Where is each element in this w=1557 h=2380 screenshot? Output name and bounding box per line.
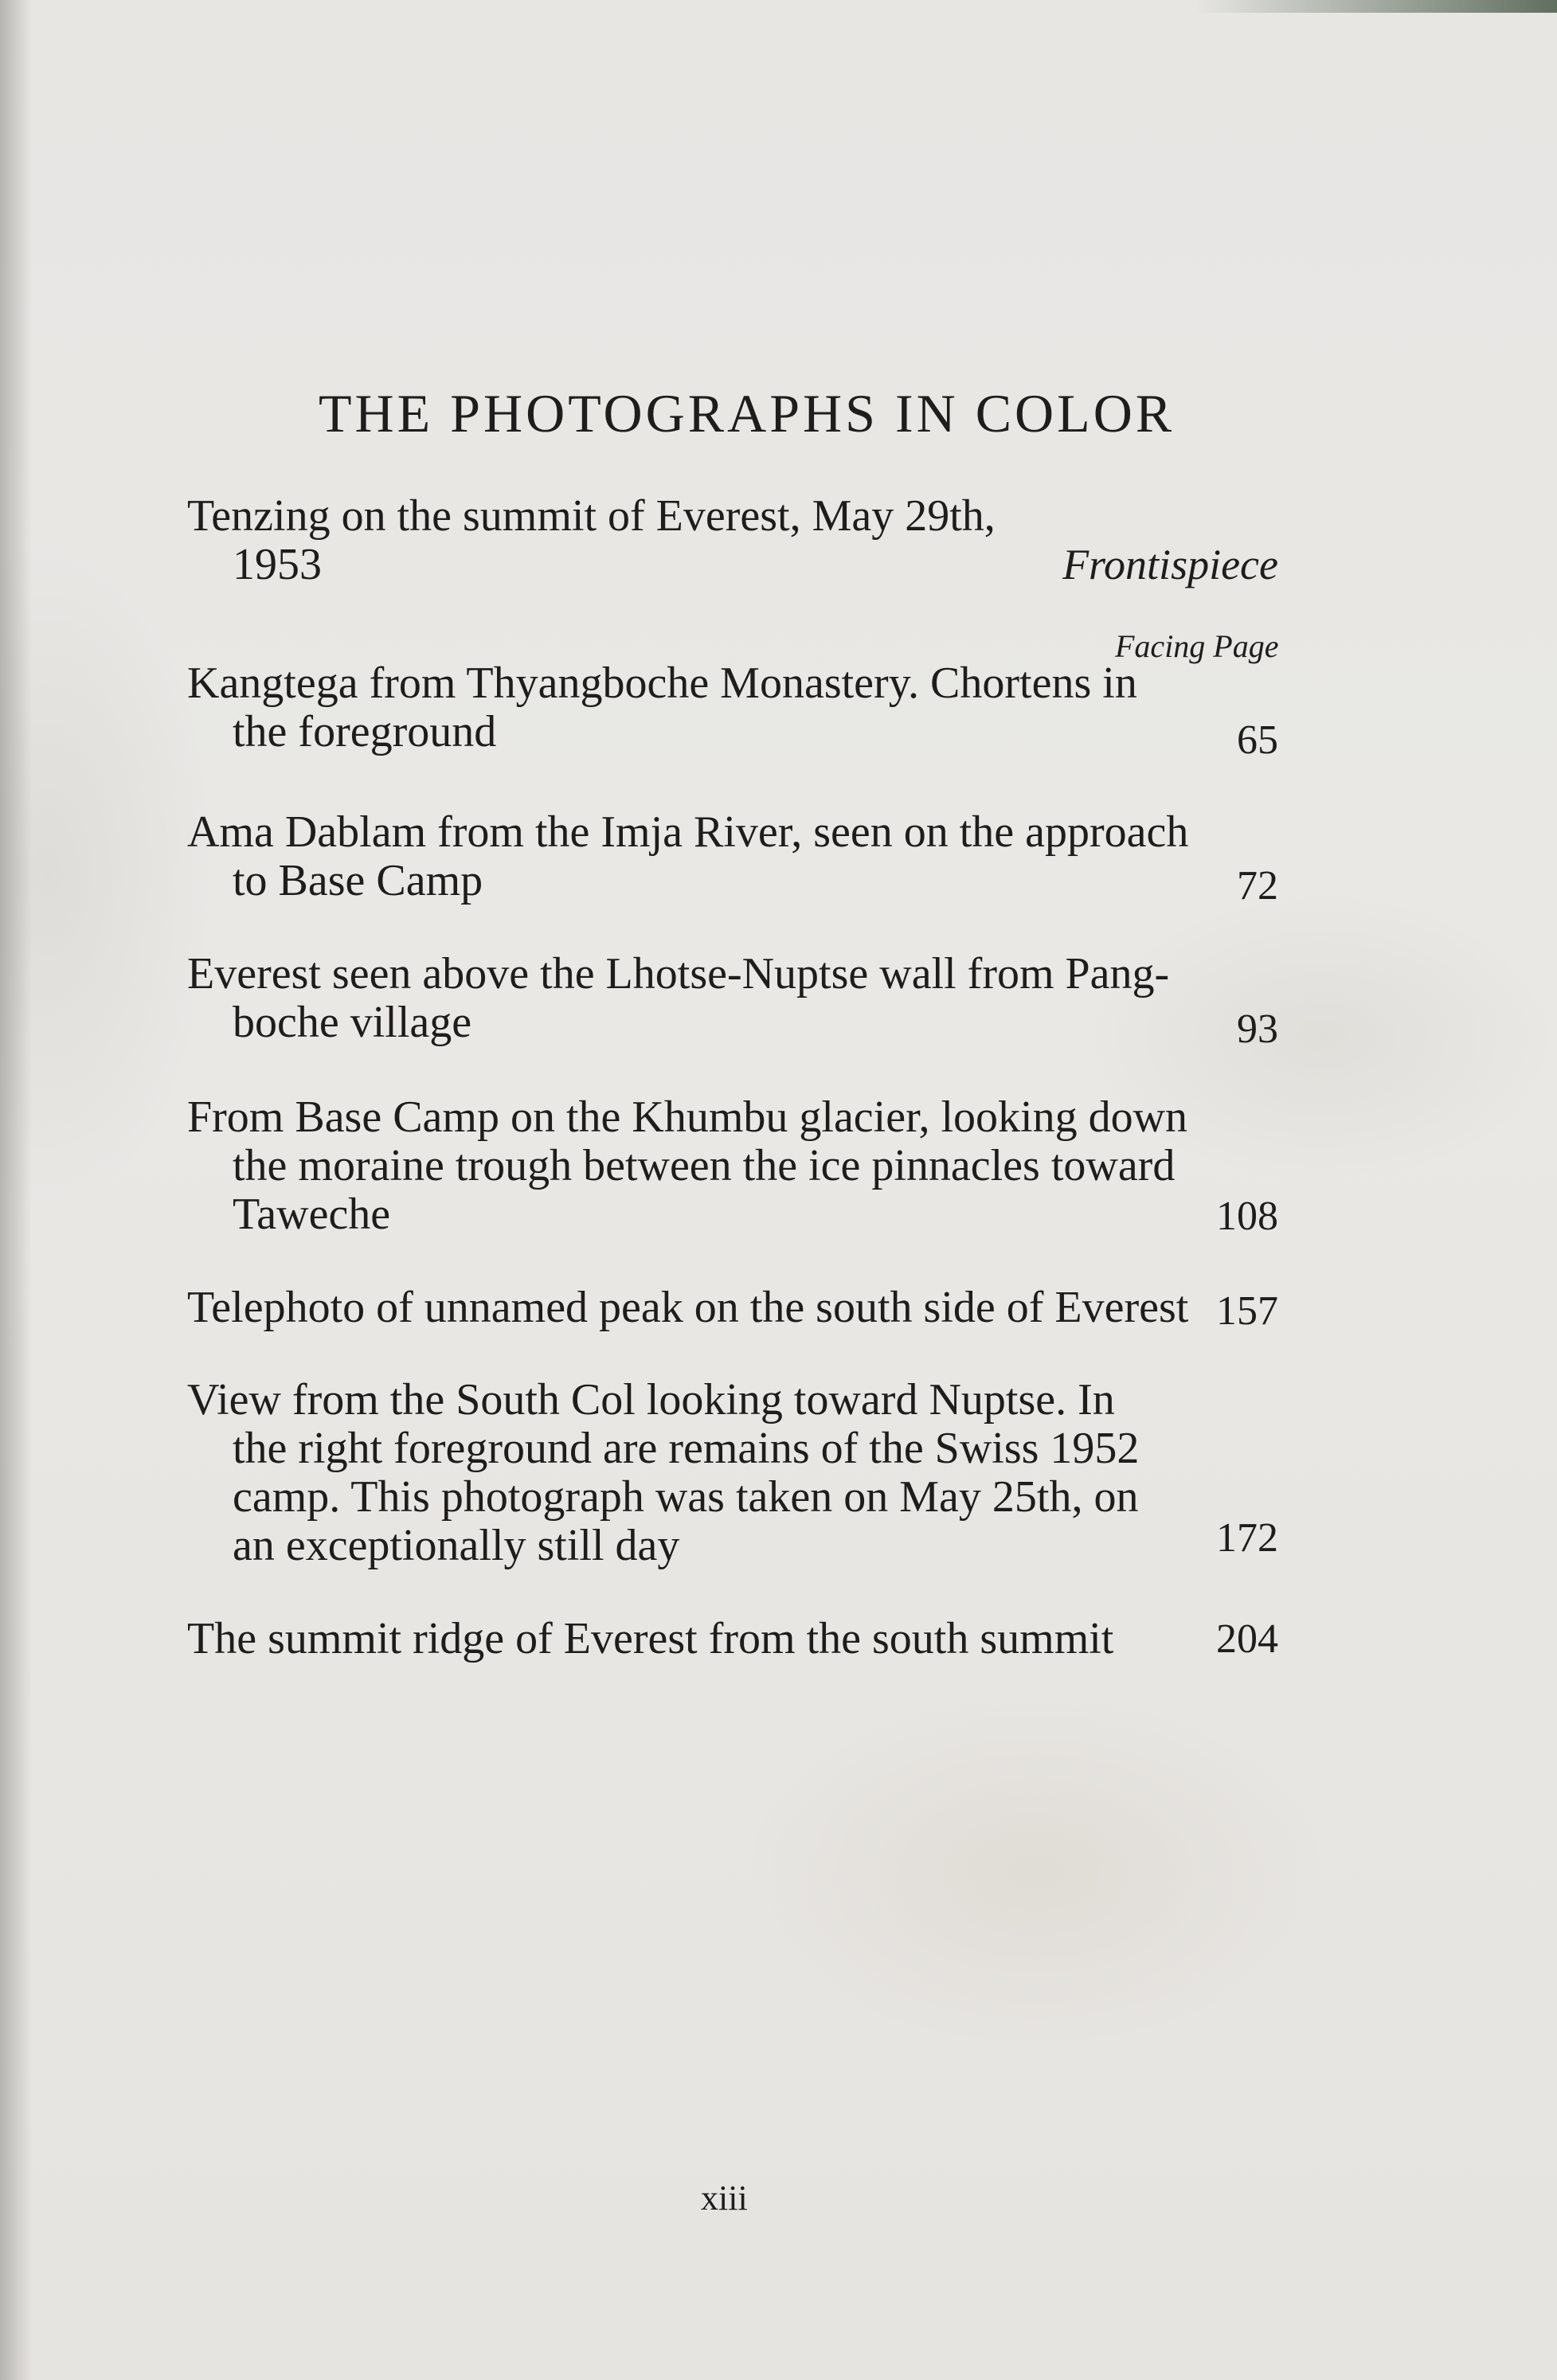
entry-page: 93 <box>1237 1006 1278 1052</box>
spine-shadow <box>0 0 32 2380</box>
entry-line: From Base Camp on the Khumbu glacier, looking down <box>187 1092 1188 1142</box>
entry-line: Tenzing on the summit of Everest, May 29th, <box>187 491 996 541</box>
entry-line: the moraine trough between the ice pinnacles toward <box>233 1141 1176 1190</box>
entry-line <box>187 1190 1278 1239</box>
entry-page: 108 <box>1216 1194 1278 1239</box>
entry-line <box>187 856 1278 909</box>
entry-line <box>187 1515 1278 1570</box>
facing-page-label: Facing Page <box>1115 628 1279 664</box>
entry-page: 65 <box>1237 717 1278 763</box>
list-item <box>187 1093 1278 1239</box>
entry-page: 172 <box>1216 1515 1278 1561</box>
entry-page: 204 <box>1216 1616 1278 1662</box>
entry-line <box>187 707 1278 763</box>
list-item <box>187 492 1278 589</box>
entry-page: 157 <box>1216 1288 1278 1334</box>
entry-line: camp. This photograph was taken on May 25th, on <box>233 1472 1139 1522</box>
page-title: THE PHOTOGRAPHS IN COLOR <box>319 383 1176 444</box>
entry-line-text: 1953 <box>233 540 322 589</box>
entry-line: the right foreground are remains of the Swiss 1952 <box>233 1424 1140 1473</box>
list-item <box>187 949 1278 1052</box>
entry-line-text: an exceptionally still day <box>233 1521 680 1570</box>
list-item <box>187 1376 1278 1570</box>
entry-page: 72 <box>1237 863 1278 909</box>
entry-line <box>187 541 1278 589</box>
entry-line-text: the foreground <box>233 707 497 756</box>
entry-line: Ama Dablam from the Imja River, seen on the approach <box>187 807 1189 857</box>
entry-line-text: The summit ridge of Everest from the south summit <box>187 1614 1114 1663</box>
page-number: xiii <box>701 2179 748 2218</box>
entry-line <box>187 1284 1278 1332</box>
page-edge <box>1195 0 1557 13</box>
entry-line: Kangtega from Thyangboche Monastery. Chortens in <box>187 659 1137 708</box>
list-item <box>187 1284 1278 1332</box>
entry-line <box>187 1615 1278 1663</box>
list-item <box>187 807 1278 909</box>
entry-line-text: Telephoto of unnamed peak on the south side of Everest <box>187 1283 1189 1332</box>
entry-line <box>187 998 1278 1052</box>
list-item <box>187 1615 1278 1663</box>
entry-line: Everest seen above the Lhotse-Nuptse wall from Pang- <box>187 949 1170 999</box>
list-item <box>187 659 1278 763</box>
entry-line: View from the South Col looking toward Nuptse. In <box>187 1375 1115 1424</box>
entry-page: Frontispiece <box>1062 541 1278 588</box>
entry-line-text: to Base Camp <box>233 856 483 905</box>
entry-line-text: boche village <box>233 998 472 1047</box>
entry-line-text: Taweche <box>233 1190 391 1239</box>
